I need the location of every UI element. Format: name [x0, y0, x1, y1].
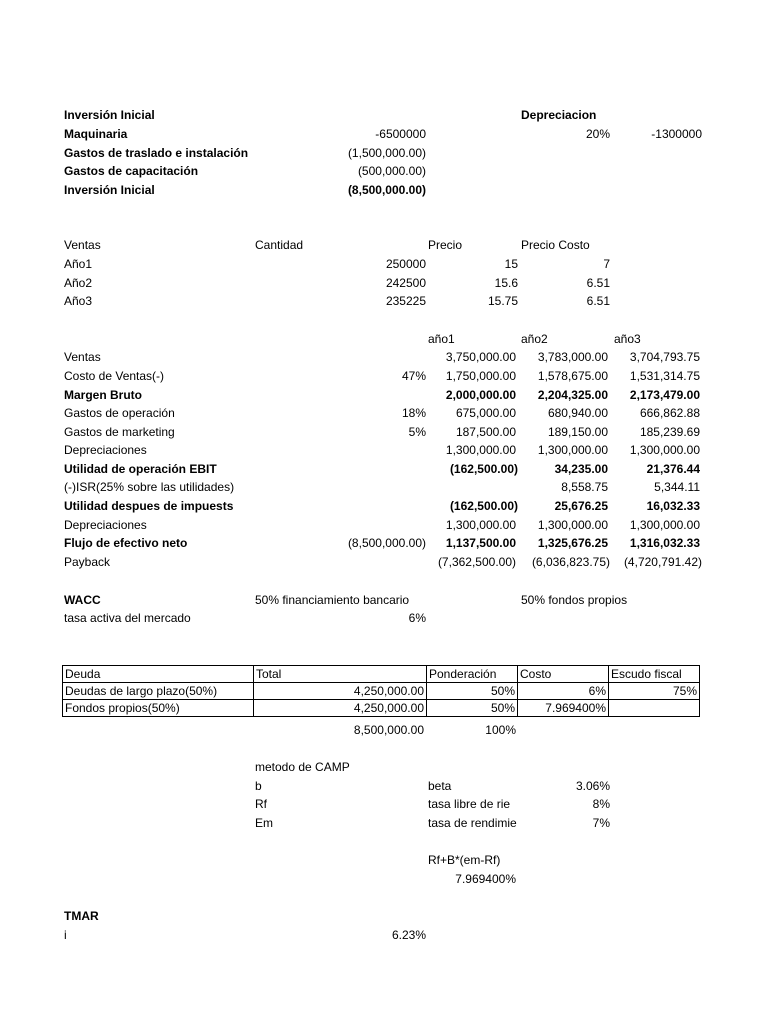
tasa-activa-value: 6%	[408, 611, 426, 625]
estado-row-label: Flujo de efectivo neto	[64, 536, 188, 550]
table-cell: 4,250,000.00	[254, 700, 427, 717]
camp-title: metodo de CAMP	[255, 760, 350, 774]
estado-cell: 189,150.00	[547, 425, 608, 439]
column-header: Total	[254, 666, 427, 683]
depreciacion-header: Depreciacion	[521, 108, 597, 122]
camp-value: 3.06%	[575, 779, 610, 793]
estado-cell: 25,676.25	[554, 499, 608, 513]
wacc-label: WACC	[64, 593, 101, 607]
column-header: Costo	[518, 666, 609, 683]
deuda-table	[62, 665, 700, 717]
estado-row-label: Utilidad de operación EBIT	[64, 462, 217, 476]
table-cell: Deudas de largo plazo(50%)	[63, 683, 254, 700]
inversion-total-label: Inversión Inicial	[64, 183, 155, 197]
ventas-row-label: Año2	[64, 276, 93, 290]
estado-cell: 21,376.44	[646, 462, 700, 476]
estado-row-label: Depreciaciones	[64, 518, 147, 532]
camp-result: 7.969400%	[455, 872, 516, 886]
ventas-row-cantidad: 242500	[385, 276, 426, 290]
estado-cell: (4,720,791.42)	[623, 555, 702, 569]
inversion-header: Inversión Inicial	[64, 108, 155, 122]
ventas-row-precio: 15.75	[487, 294, 518, 308]
ventas-row-costo: 7	[603, 257, 610, 271]
depreciacion-value: -1300000	[651, 127, 702, 141]
estado-cell: 2,000,000.00	[445, 388, 516, 402]
year-header: año2	[521, 332, 548, 346]
estado-pct: 47%	[401, 369, 426, 383]
column-header: Deuda	[63, 666, 254, 683]
maquinaria-label: Maquinaria	[64, 127, 128, 141]
table-cell: Fondos propios(50%)	[63, 700, 254, 717]
ventas-row-costo: 6.51	[586, 276, 610, 290]
camp-symbol: b	[255, 779, 262, 793]
camp-symbol: Rf	[255, 797, 267, 811]
estado-cell: 185,239.69	[639, 425, 700, 439]
estado-cell: 16,032.33	[646, 499, 700, 513]
estado-row-label: Gastos de operación	[64, 406, 175, 420]
deuda-total: 8,500,000.00	[353, 723, 424, 737]
estado-cell: 1,300,000.00	[537, 443, 608, 457]
capacitacion-value: (500,000.00)	[357, 164, 426, 178]
capacitacion-label: Gastos de capacitación	[64, 164, 199, 178]
precio-costo-header: Precio Costo	[521, 238, 590, 252]
table-header-row	[63, 666, 700, 683]
ventas-row-label: Año1	[64, 257, 93, 271]
estado-cell: 187,500.00	[455, 425, 516, 439]
estado-cell: 3,750,000.00	[445, 350, 516, 364]
deuda-total-pct: 100%	[485, 723, 516, 737]
estado-cell: 1,531,314.75	[629, 369, 700, 383]
table-cell: 4,250,000.00	[254, 683, 427, 700]
estado-cell: (162,500.00)	[449, 462, 518, 476]
ventas-row-cantidad: 250000	[385, 257, 426, 271]
table-cell	[609, 700, 700, 717]
camp-value: 7%	[592, 816, 610, 830]
table-cell: 50%	[427, 700, 518, 717]
estado-cell: 34,235.00	[554, 462, 608, 476]
estado-row-label: Utilidad despues de impuests	[64, 499, 234, 513]
ventas-row-cantidad: 235225	[385, 294, 426, 308]
estado-pct: 18%	[401, 406, 426, 420]
camp-formula: Rf+B*(em-Rf)	[428, 853, 501, 867]
tasa-activa-label: tasa activa del mercado	[64, 611, 191, 625]
estado-cell: 1,750,000.00	[445, 369, 516, 383]
estado-cell: 680,940.00	[547, 406, 608, 420]
traslado-value: (1,500,000.00)	[347, 146, 426, 160]
table-row	[63, 683, 700, 700]
estado-row-label: (-)ISR(25% sobre las utilidades)	[64, 480, 235, 494]
estado-cell: 1,325,676.25	[537, 536, 608, 550]
traslado-label: Gastos de traslado e instalación	[64, 146, 249, 160]
estado-row-label: Costo de Ventas(-)	[64, 369, 165, 383]
ventas-header: Ventas	[64, 238, 101, 252]
maquinaria-value: -6500000	[375, 127, 426, 141]
estado-cell: (6,036,823.75)	[531, 555, 610, 569]
estado-cell: 1,300,000.00	[445, 443, 516, 457]
camp-symbol: Em	[255, 816, 273, 830]
estado-row-label: Depreciaciones	[64, 443, 147, 457]
ventas-row-label: Año3	[64, 294, 93, 308]
estado-row-label: Ventas	[64, 350, 101, 364]
tmar-label: TMAR	[64, 909, 99, 923]
wacc-fondos: 50% fondos propios	[521, 593, 628, 607]
estado-row-label: Payback	[64, 555, 111, 569]
estado-cell: 1,300,000.00	[629, 518, 700, 532]
table-cell: 7.969400%	[518, 700, 609, 717]
table-cell: 75%	[609, 683, 700, 700]
camp-desc: tasa libre de rie	[428, 797, 511, 811]
ventas-row-costo: 6.51	[586, 294, 610, 308]
estado-cell: 2,173,479.00	[629, 388, 700, 402]
column-header: Ponderación	[427, 666, 518, 683]
camp-value: 8%	[592, 797, 610, 811]
estado-cell: 3,704,793.75	[629, 350, 700, 364]
tmar-i-label: i	[64, 928, 67, 942]
estado-cell: (162,500.00)	[449, 499, 518, 513]
precio-header: Precio	[428, 238, 463, 252]
estado-cell: 2,204,325.00	[537, 388, 608, 402]
estado-pct: 5%	[408, 425, 426, 439]
table-row	[63, 700, 700, 717]
ventas-row-precio: 15.6	[494, 276, 518, 290]
ventas-row-precio: 15	[504, 257, 518, 271]
estado-cell: 1,300,000.00	[629, 443, 700, 457]
estado-cell: 1,316,032.33	[629, 536, 700, 550]
year-header: año3	[614, 332, 641, 346]
estado-row-label: Gastos de marketing	[64, 425, 175, 439]
estado-cell: 666,862.88	[639, 406, 700, 420]
estado-row-label: Margen Bruto	[64, 388, 142, 402]
cantidad-header: Cantidad	[255, 238, 304, 252]
table-cell: 50%	[427, 683, 518, 700]
estado-cell: (8,500,000.00)	[347, 536, 426, 550]
estado-cell: 8,558.75	[561, 480, 608, 494]
year-header: año1	[428, 332, 455, 346]
wacc-financiamiento: 50% financiamiento bancario	[255, 593, 410, 607]
estado-cell: 1,578,675.00	[537, 369, 608, 383]
estado-cell: 675,000.00	[455, 406, 516, 420]
estado-cell: 1,300,000.00	[445, 518, 516, 532]
depreciacion-rate: 20%	[585, 127, 610, 141]
inversion-total-value: (8,500,000.00)	[347, 183, 426, 197]
estado-cell: 5,344.11	[654, 480, 700, 494]
estado-cell: (7,362,500.00)	[437, 555, 516, 569]
estado-cell: 1,300,000.00	[537, 518, 608, 532]
column-header: Escudo fiscal	[609, 666, 700, 683]
estado-cell: 1,137,500.00	[445, 536, 516, 550]
camp-desc: beta	[428, 779, 452, 793]
camp-desc: tasa de rendimie	[428, 816, 517, 830]
table-cell: 6%	[518, 683, 609, 700]
estado-cell: 3,783,000.00	[537, 350, 608, 364]
tmar-i-value: 6.23%	[391, 928, 426, 942]
